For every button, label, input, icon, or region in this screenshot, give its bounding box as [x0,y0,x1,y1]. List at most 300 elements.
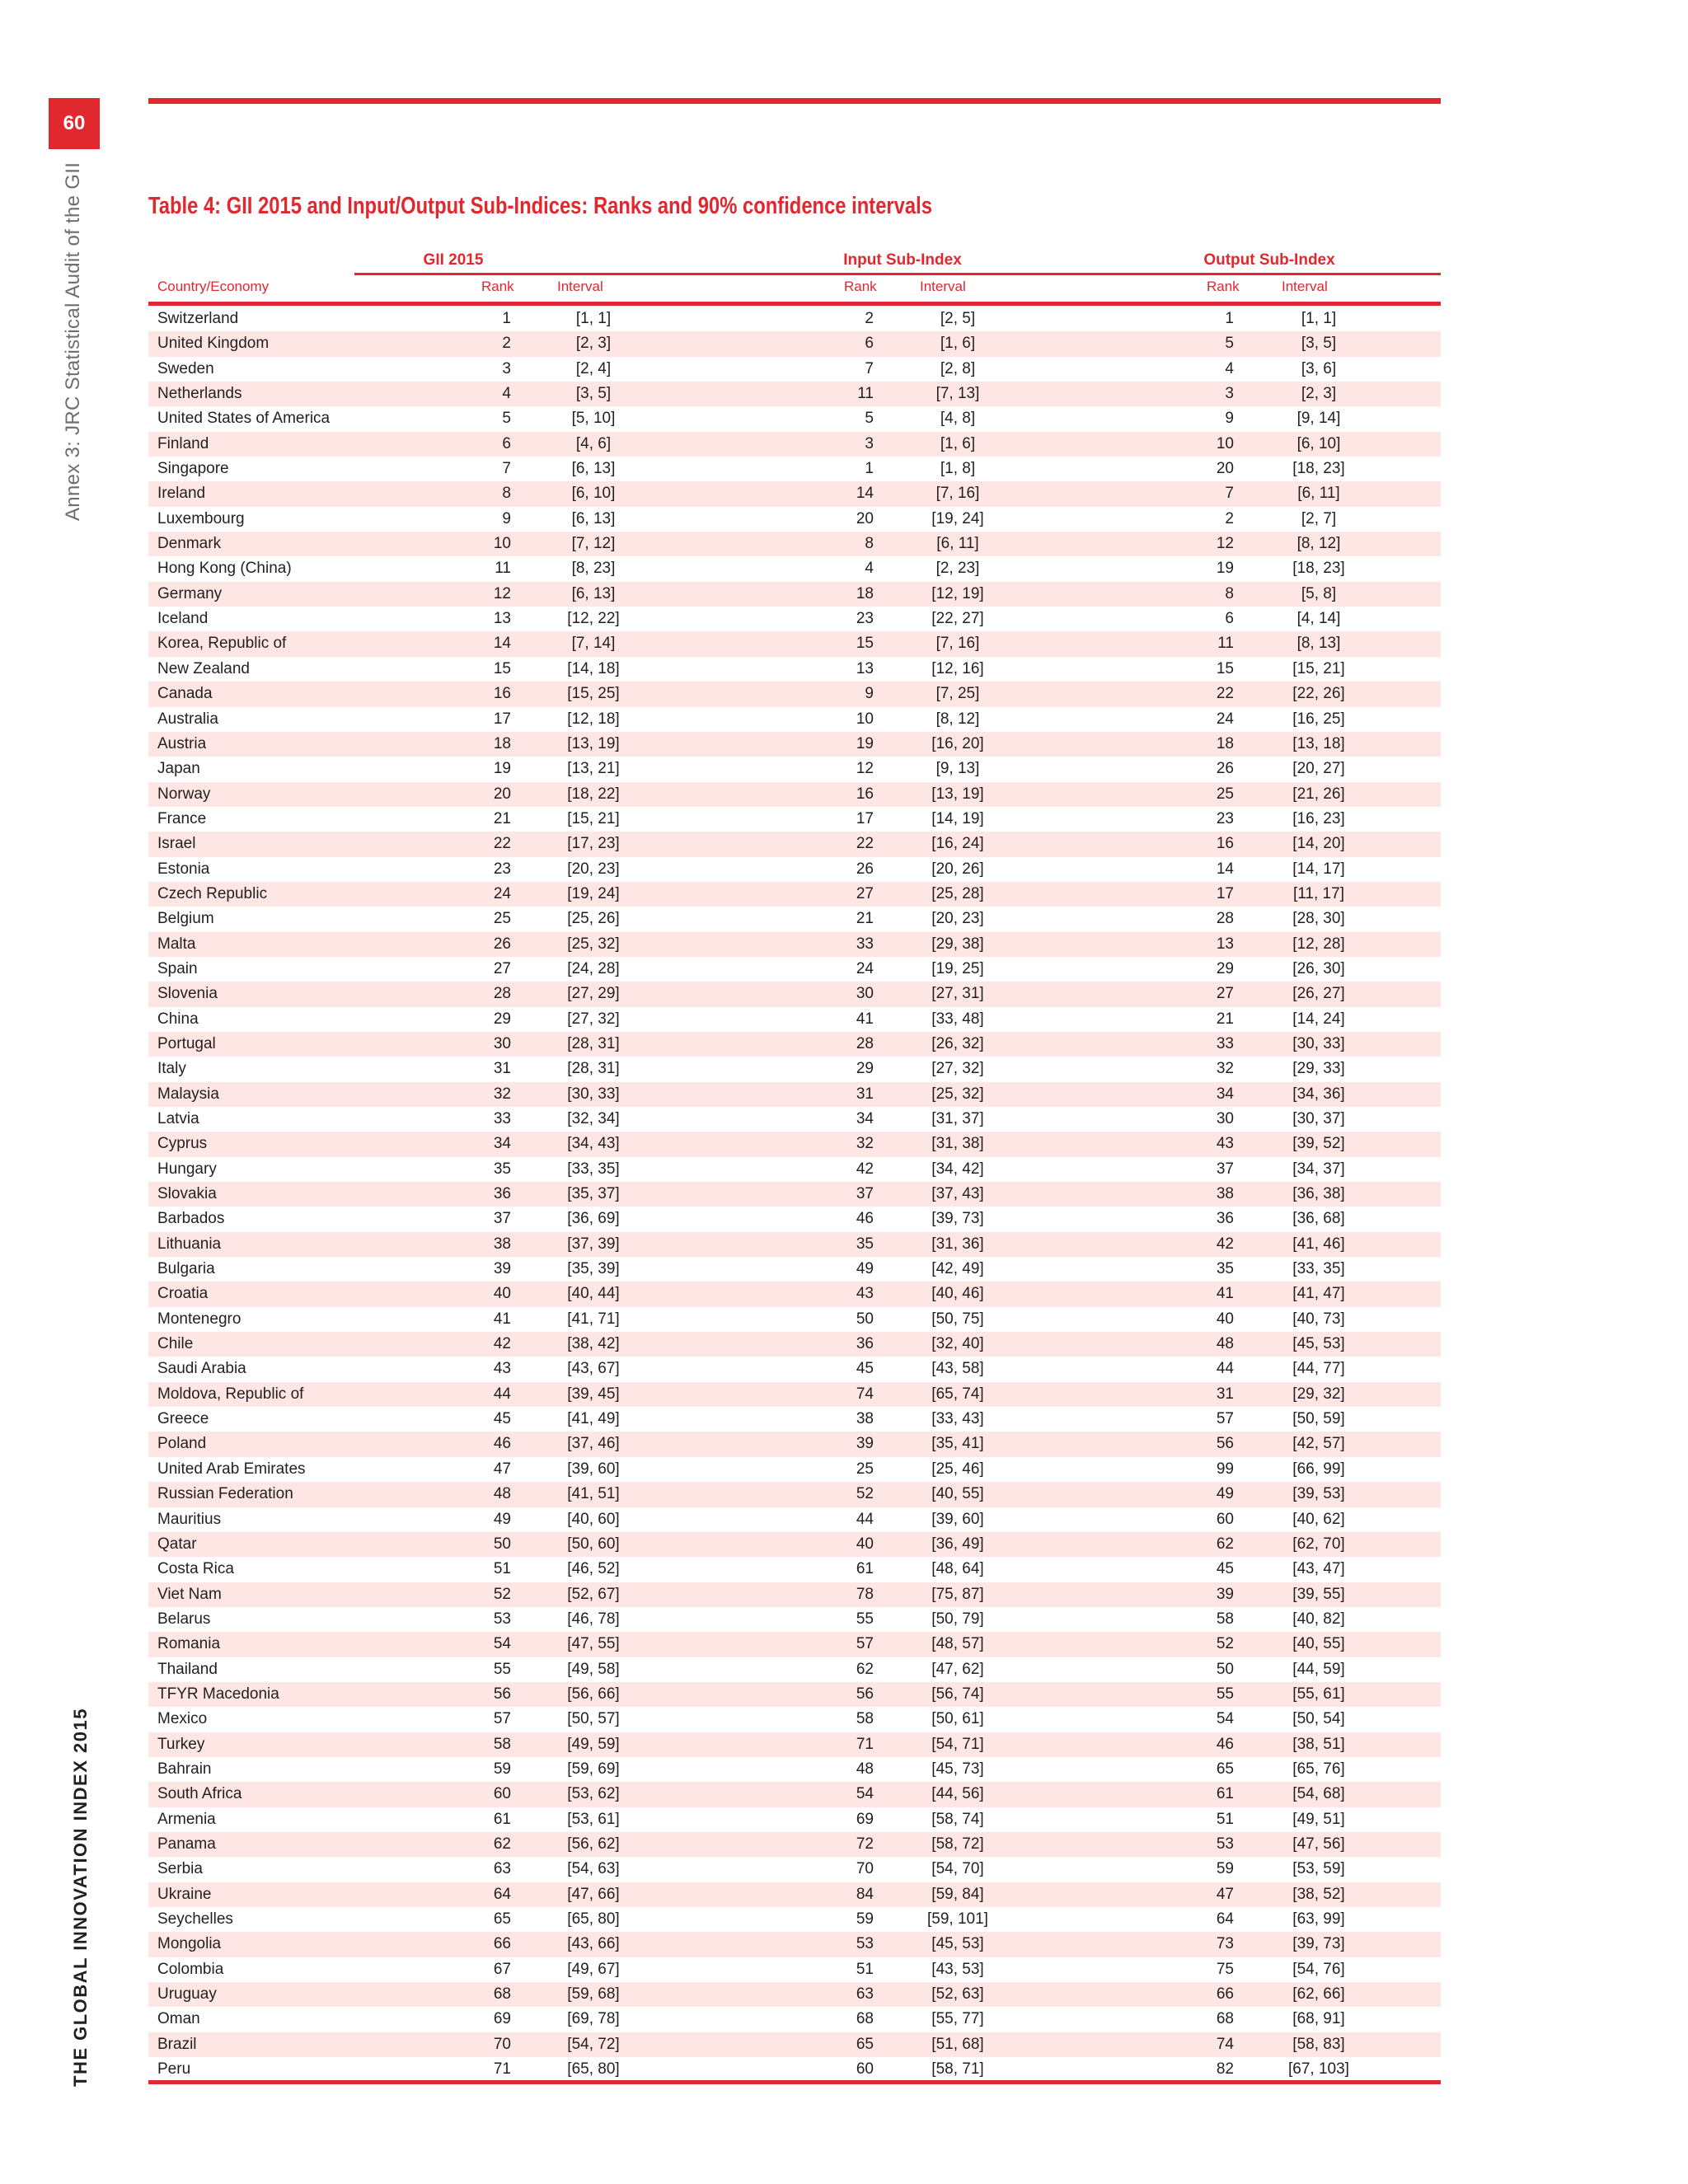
gii-interval-cell: [49, 67] [567,1960,620,1978]
output-interval-cell: [18, 23] [1292,560,1345,578]
table-row [148,1132,1441,1156]
side-report-label: THE GLOBAL INNOVATION INDEX 2015 [70,1708,91,2087]
output-interval-cell: [40, 82] [1292,1610,1345,1628]
gii-rank-cell: 5 [502,410,511,428]
output-interval-cell: [39, 53] [1292,1485,1345,1503]
input-rank-cell: 19 [856,734,874,752]
gii-rank-cell: 23 [493,860,511,878]
output-rank-cell: 73 [1216,1935,1234,1953]
gii-interval-cell: [1, 1] [575,310,612,327]
table-row [148,1532,1441,1557]
output-interval-cell: [16, 25] [1292,710,1345,728]
input-rank-cell: 14 [856,485,874,503]
table-row [148,1557,1441,1582]
table-row [148,1482,1441,1507]
country-cell: Israel [157,835,196,853]
output-interval-cell: [21, 26] [1292,785,1345,803]
output-interval-cell: [39, 55] [1292,1585,1345,1603]
input-interval-cell: [25, 28] [931,884,984,902]
country-cell: Bulgaria [157,1260,215,1278]
gii-interval-cell: [25, 26] [567,910,620,928]
output-rank-cell: 52 [1216,1635,1234,1653]
gii-interval-cell: [25, 32] [567,935,620,953]
output-interval-cell: [33, 35] [1292,1260,1345,1278]
table-row [148,1957,1441,1982]
country-cell: Peru [157,2060,191,2079]
input-rank-cell: 27 [856,884,874,902]
gii-rank-cell: 16 [493,685,511,703]
table-row [148,1757,1441,1782]
country-cell: Montenegro [157,1310,241,1328]
input-interval-cell: [1, 8] [940,460,976,478]
input-interval-cell: [35, 41] [931,1435,984,1453]
input-rank-cell: 3 [865,434,874,452]
gii-interval-cell: [13, 21] [567,760,620,778]
output-rank-cell: 23 [1216,809,1234,827]
table-row [148,1982,1441,2007]
output-rank-cell: 58 [1216,1610,1234,1628]
input-interval-cell: [20, 26] [931,860,984,878]
output-interval-cell: [11, 17] [1293,884,1344,902]
output-rank-cell: 74 [1216,2035,1234,2053]
col-input-rank-header: Rank [844,279,877,294]
gii-rank-cell: 32 [493,1085,511,1103]
gii-rank-cell: 43 [493,1360,511,1378]
input-rank-cell: 33 [856,935,874,953]
output-interval-cell: [40, 55] [1292,1635,1345,1653]
output-rank-cell: 10 [1216,434,1234,452]
output-rank-cell: 14 [1216,860,1234,878]
output-interval-cell: [62, 70] [1292,1535,1345,1553]
input-interval-cell: [8, 12] [935,710,980,728]
input-interval-cell: [19, 25] [931,959,984,977]
output-interval-cell: [36, 38] [1292,1185,1345,1203]
output-interval-cell: [62, 66] [1292,1985,1345,2004]
input-interval-cell: [7, 13] [935,385,980,403]
gii-interval-cell: [50, 60] [567,1535,620,1553]
group-gii-heading: GII 2015 [423,251,484,269]
country-cell: Belgium [157,910,214,928]
country-cell: Australia [157,710,218,728]
output-rank-cell: 35 [1216,1260,1234,1278]
gii-interval-cell: [59, 69] [567,1760,620,1778]
output-interval-cell: [39, 52] [1292,1135,1345,1153]
gii-rank-cell: 60 [493,1785,511,1803]
table-row [148,507,1441,532]
input-interval-cell: [25, 46] [931,1460,984,1478]
gii-interval-cell: [24, 28] [567,959,620,977]
output-rank-cell: 17 [1216,884,1234,902]
output-rank-cell: 64 [1216,1910,1234,1928]
output-interval-cell: [28, 30] [1292,910,1345,928]
input-rank-cell: 37 [856,1185,874,1203]
table-row [148,1232,1441,1257]
bottom-rule [148,2080,1441,2084]
table-row [148,1407,1441,1432]
input-rank-cell: 61 [856,1560,874,1578]
table-row [148,1107,1441,1132]
table-row [148,1857,1441,1882]
gii-interval-cell: [39, 45] [567,1385,620,1403]
input-interval-cell: [37, 43] [931,1185,984,1203]
input-interval-cell: [9, 13] [935,760,980,778]
gii-interval-cell: [53, 62] [567,1785,620,1803]
table-row [148,1182,1441,1207]
gii-rank-cell: 8 [502,485,511,503]
input-interval-cell: [7, 16] [935,485,980,503]
output-rank-cell: 99 [1216,1460,1234,1478]
country-cell: Croatia [157,1285,209,1303]
output-rank-cell: 49 [1216,1485,1234,1503]
gii-interval-cell: [13, 19] [567,734,620,752]
gii-rank-cell: 3 [502,359,511,377]
gii-rank-cell: 69 [493,2010,511,2028]
gii-rank-cell: 15 [493,659,511,677]
table-row [148,882,1441,907]
output-rank-cell: 25 [1216,785,1234,803]
output-interval-cell: [8, 13] [1296,635,1341,653]
input-rank-cell: 57 [856,1635,874,1653]
header-rule [148,302,1441,306]
output-rank-cell: 47 [1216,1885,1234,1903]
gii-interval-cell: [2, 4] [575,359,612,377]
output-interval-cell: [50, 54] [1292,1710,1345,1728]
output-interval-cell: [63, 99] [1292,1910,1345,1928]
output-rank-cell: 33 [1216,1034,1234,1052]
gii-rank-cell: 44 [493,1385,511,1403]
output-rank-cell: 40 [1216,1310,1234,1328]
country-cell: Uruguay [157,1985,217,2004]
output-rank-cell: 48 [1216,1335,1234,1353]
col-country-header: Country/Economy [157,279,270,294]
country-cell: United Kingdom [157,335,270,353]
input-interval-cell: [7, 16] [935,635,980,653]
output-rank-cell: 3 [1225,385,1234,403]
input-rank-cell: 63 [856,1985,874,2004]
output-interval-cell: [20, 27] [1292,760,1345,778]
table-row [148,732,1441,757]
gii-rank-cell: 55 [493,1660,511,1678]
output-rank-cell: 7 [1225,485,1234,503]
top-rule [148,98,1441,104]
gii-interval-cell: [35, 37] [567,1185,620,1203]
input-rank-cell: 69 [856,1810,874,1828]
group-input-rule [725,273,1088,275]
output-interval-cell: [40, 73] [1292,1310,1345,1328]
input-interval-cell: [40, 55] [931,1485,984,1503]
input-rank-cell: 84 [856,1885,874,1903]
input-interval-cell: [42, 49] [931,1260,984,1278]
input-rank-cell: 62 [856,1660,874,1678]
input-interval-cell: [52, 63] [931,1985,984,2004]
input-rank-cell: 56 [856,1685,874,1703]
gii-interval-cell: [28, 31] [567,1034,620,1052]
output-rank-cell: 11 [1217,635,1234,653]
output-rank-cell: 65 [1216,1760,1234,1778]
table-row [148,857,1441,882]
gii-rank-cell: 9 [502,509,511,527]
gii-interval-cell: [7, 14] [571,635,616,653]
input-interval-cell: [1, 6] [940,434,976,452]
country-cell: Germany [157,584,223,602]
input-rank-cell: 20 [856,509,874,527]
input-rank-cell: 34 [856,1110,874,1127]
country-cell: Serbia [157,1860,203,1878]
gii-interval-cell: [54, 72] [567,2035,620,2053]
input-interval-cell: [22, 27] [931,610,984,628]
output-interval-cell: [36, 68] [1292,1210,1345,1228]
gii-rank-cell: 62 [493,1835,511,1853]
country-cell: New Zealand [157,659,250,677]
input-interval-cell: [45, 53] [931,1935,984,1953]
gii-interval-cell: [41, 51] [567,1485,620,1503]
gii-interval-cell: [59, 68] [567,1985,620,2004]
gii-interval-cell: [5, 10] [571,410,616,428]
input-rank-cell: 24 [856,959,874,977]
output-rank-cell: 55 [1216,1685,1234,1703]
table-row [148,1432,1441,1456]
col-input-interval-header: Interval [920,279,966,294]
country-cell: Portugal [157,1034,216,1052]
gii-rank-cell: 13 [493,610,511,628]
input-interval-cell: [12, 16] [931,659,984,677]
output-rank-cell: 27 [1216,985,1234,1003]
gii-interval-cell: [34, 43] [567,1135,620,1153]
output-rank-cell: 61 [1216,1785,1234,1803]
input-rank-cell: 6 [865,335,874,353]
gii-interval-cell: [47, 66] [567,1885,620,1903]
gii-interval-cell: [49, 58] [567,1660,620,1678]
output-interval-cell: [65, 76] [1292,1760,1345,1778]
output-interval-cell: [26, 30] [1292,959,1345,977]
country-cell: Bahrain [157,1760,212,1778]
gii-interval-cell: [38, 42] [567,1335,620,1353]
input-rank-cell: 30 [856,985,874,1003]
country-cell: Cyprus [157,1135,208,1153]
input-rank-cell: 9 [865,685,874,703]
input-rank-cell: 51 [856,1960,874,1978]
input-interval-cell: [39, 73] [931,1210,984,1228]
group-output-heading: Output Sub-Index [1203,251,1335,269]
gii-interval-cell: [43, 67] [567,1360,620,1378]
output-rank-cell: 31 [1216,1385,1234,1403]
table-row [148,1657,1441,1682]
output-interval-cell: [15, 21] [1292,659,1345,677]
output-interval-cell: [53, 59] [1292,1860,1345,1878]
country-cell: Austria [157,734,207,752]
country-cell: Russian Federation [157,1485,293,1503]
table-row [148,582,1441,607]
gii-interval-cell: [15, 21] [567,809,620,827]
output-rank-cell: 1 [1225,310,1234,327]
output-interval-cell: [16, 23] [1292,809,1345,827]
country-cell: Japan [157,760,200,778]
output-rank-cell: 56 [1216,1435,1234,1453]
input-interval-cell: [2, 5] [940,310,976,327]
output-interval-cell: [44, 59] [1292,1660,1345,1678]
gii-interval-cell: [46, 78] [567,1610,620,1628]
output-interval-cell: [3, 5] [1301,335,1337,353]
country-cell: Poland [157,1435,207,1453]
input-interval-cell: [7, 25] [935,685,980,703]
gii-rank-cell: 22 [493,835,511,853]
gii-rank-cell: 36 [493,1185,511,1203]
input-rank-cell: 65 [856,2035,874,2053]
input-rank-cell: 59 [856,1910,874,1928]
output-interval-cell: [14, 20] [1292,835,1345,853]
country-cell: Qatar [157,1535,197,1553]
input-interval-cell: [2, 8] [940,359,976,377]
output-rank-cell: 32 [1216,1060,1234,1078]
output-interval-cell: [14, 17] [1292,860,1345,878]
input-rank-cell: 60 [856,2060,874,2079]
gii-rank-cell: 11 [495,560,511,578]
input-interval-cell: [39, 60] [931,1510,984,1528]
output-interval-cell: [38, 51] [1292,1735,1345,1753]
table-row [148,1632,1441,1657]
output-rank-cell: 51 [1216,1810,1234,1828]
gii-rank-cell: 35 [493,1160,511,1178]
gii-rank-cell: 50 [493,1535,511,1553]
output-interval-cell: [9, 14] [1296,410,1341,428]
output-rank-cell: 19 [1216,560,1234,578]
output-interval-cell: [29, 32] [1292,1385,1345,1403]
output-rank-cell: 29 [1216,959,1234,977]
output-interval-cell: [34, 36] [1292,1085,1345,1103]
table-row [148,1907,1441,1932]
input-interval-cell: [14, 19] [931,809,984,827]
output-interval-cell: [39, 73] [1292,1935,1345,1953]
gii-interval-cell: [18, 22] [567,785,620,803]
input-rank-cell: 15 [856,635,874,653]
output-rank-cell: 34 [1216,1085,1234,1103]
country-cell: Slovenia [157,985,218,1003]
output-rank-cell: 30 [1216,1110,1234,1127]
input-rank-cell: 4 [865,560,874,578]
side-annex-label: Annex 3: JRC Statistical Audit of the GII [62,162,84,521]
gii-rank-cell: 64 [493,1885,511,1903]
input-interval-cell: [26, 32] [931,1034,984,1052]
output-rank-cell: 54 [1216,1710,1234,1728]
table-row [148,1157,1441,1182]
table-row [148,957,1441,982]
table-row [148,1782,1441,1807]
input-rank-cell: 38 [856,1410,874,1428]
output-rank-cell: 22 [1216,685,1234,703]
gii-rank-cell: 41 [493,1310,511,1328]
output-rank-cell: 66 [1216,1985,1234,2004]
gii-interval-cell: [20, 23] [567,860,620,878]
group-output-rule [1088,273,1441,275]
input-interval-cell: [44, 56] [931,1785,984,1803]
table-row [148,932,1441,957]
output-rank-cell: 26 [1216,760,1234,778]
gii-rank-cell: 28 [493,985,511,1003]
table-row [148,631,1441,656]
table-row [148,357,1441,382]
input-rank-cell: 44 [856,1510,874,1528]
country-cell: Switzerland [157,310,239,327]
input-interval-cell: [27, 31] [931,985,984,1003]
table-row [148,782,1441,807]
country-cell: Hungary [157,1160,217,1178]
output-interval-cell: [13, 18] [1292,734,1345,752]
input-interval-cell: [50, 61] [931,1710,984,1728]
output-rank-cell: 9 [1225,410,1234,428]
gii-rank-cell: 52 [493,1585,511,1603]
output-rank-cell: 50 [1216,1660,1234,1678]
country-cell: Estonia [157,860,210,878]
table-title: Table 4: GII 2015 and Input/Output Sub-Indices: Ranks and 90% confidence intervals [148,193,932,219]
output-rank-cell: 75 [1216,1960,1234,1978]
table-row [148,1932,1441,1957]
table-row [148,532,1441,556]
table-row [148,1607,1441,1632]
output-interval-cell: [54, 76] [1292,1960,1345,1978]
gii-rank-cell: 6 [502,434,511,452]
gii-interval-cell: [6, 13] [571,509,616,527]
gii-interval-cell: [8, 23] [571,560,616,578]
table-row [148,2007,1441,2032]
table-row [148,457,1441,481]
gii-rank-cell: 2 [502,335,511,353]
gii-interval-cell: [30, 33] [567,1085,620,1103]
input-rank-cell: 1 [865,460,874,478]
gii-rank-cell: 33 [493,1110,511,1127]
input-rank-cell: 58 [856,1710,874,1728]
output-rank-cell: 18 [1216,734,1234,752]
country-cell: Viet Nam [157,1585,222,1603]
input-interval-cell: [58, 74] [931,1810,984,1828]
table-row [148,382,1441,406]
gii-interval-cell: [46, 52] [567,1560,620,1578]
gii-interval-cell: [12, 18] [567,710,620,728]
input-rank-cell: 55 [856,1610,874,1628]
gii-rank-cell: 25 [493,910,511,928]
output-interval-cell: [4, 14] [1296,610,1341,628]
country-cell: Malta [157,935,196,953]
gii-rank-cell: 10 [493,535,511,553]
input-interval-cell: [65, 74] [931,1385,984,1403]
input-rank-cell: 36 [856,1335,874,1353]
input-rank-cell: 72 [856,1835,874,1853]
output-interval-cell: [14, 24] [1292,1010,1345,1028]
country-cell: Iceland [157,610,209,628]
gii-interval-cell: [27, 29] [567,985,620,1003]
output-rank-cell: 13 [1216,935,1234,953]
input-interval-cell: [27, 32] [931,1060,984,1078]
input-rank-cell: 25 [856,1460,874,1478]
input-interval-cell: [16, 24] [931,835,984,853]
country-cell: Norway [157,785,211,803]
input-rank-cell: 68 [856,2010,874,2028]
output-interval-cell: [3, 6] [1301,359,1337,377]
output-rank-cell: 57 [1216,1410,1234,1428]
output-interval-cell: [43, 47] [1292,1560,1345,1578]
table-row [148,2032,1441,2057]
country-cell: Ireland [157,485,206,503]
country-cell: Hong Kong (China) [157,560,292,578]
gii-interval-cell: [65, 80] [567,2060,620,2079]
table-row [148,1007,1441,1032]
input-rank-cell: 74 [856,1385,874,1403]
output-rank-cell: 21 [1216,1010,1234,1028]
table-row [148,1832,1441,1857]
table-row [148,757,1441,781]
input-rank-cell: 7 [865,359,874,377]
output-rank-cell: 60 [1216,1510,1234,1528]
input-interval-cell: [36, 49] [931,1535,984,1553]
